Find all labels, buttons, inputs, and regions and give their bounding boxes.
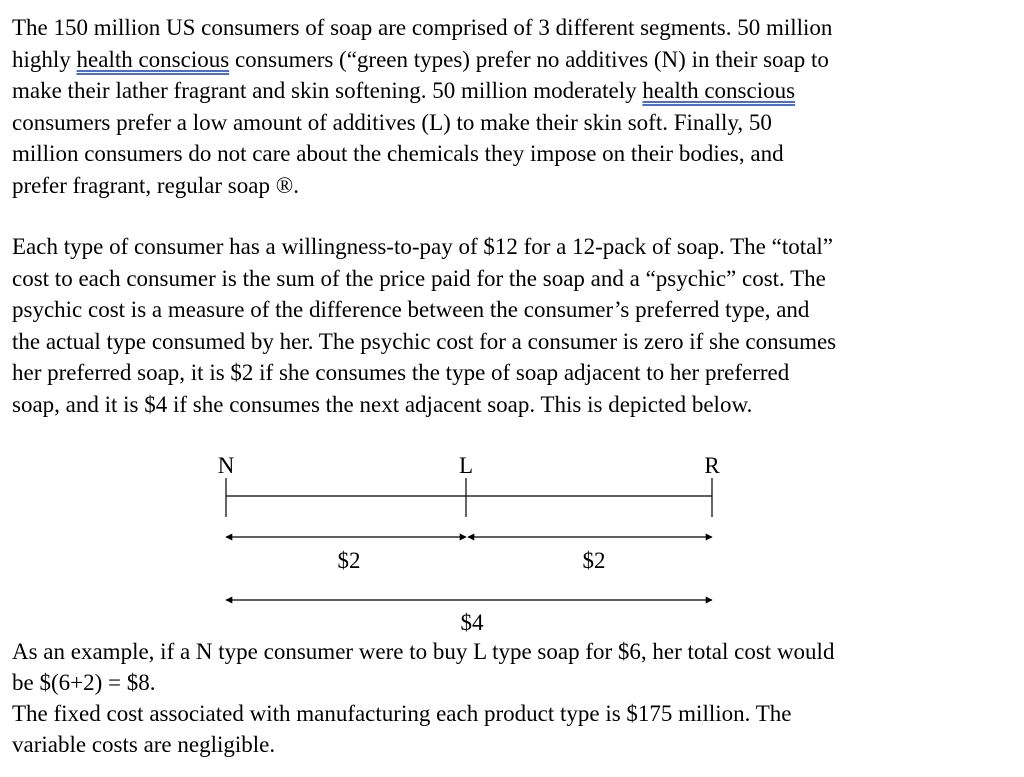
text-line: psychic cost is a measure of the difference between the consumer’s preferred type, and — [12, 297, 810, 322]
text-run: consumers (“green types) prefer no additives (N) in their soap to — [229, 46, 829, 72]
text-line: be $(6+2) = $8. — [12, 670, 156, 695]
label-r: R — [704, 453, 720, 478]
text-line: The fixed cost associated with manufacturing each product type is $175 million. The — [12, 701, 792, 726]
text-line: her preferred soap, it is $2 if she consumes the type of soap adjacent to her preferred — [12, 360, 790, 385]
text-line: The 150 million US consumers of soap are comprised of 3 different segments. 50 million — [12, 15, 833, 40]
text-run: make their lather fragrant and skin softening. 50 million moderately — [12, 78, 643, 103]
cost-n-r-label: $4 — [460, 610, 484, 635]
psychic-cost-paragraph — [12, 231, 1012, 420]
intro-paragraph — [12, 12, 1012, 201]
text-line: soap, and it is $4 if she consumes the next adjacent soap. This is depicted below. — [12, 391, 753, 417]
text-line: variable costs are negligible. — [12, 732, 276, 757]
text-line: As an example, if a N type consumer were to buy L type soap for $6, her total cost would — [12, 639, 835, 664]
text-line — [12, 75, 1012, 107]
text-line: million consumers do not care about the chemicals they impose on their bodies, and — [12, 141, 784, 166]
text-line — [12, 44, 1012, 76]
cost-n-l-label: $2 — [337, 548, 361, 573]
text-line: the actual type consumed by her. The psychic cost for a consumer is zero if she consumes — [12, 328, 837, 354]
psychic-cost-diagram — [0, 440, 1024, 640]
label-l: L — [458, 453, 474, 478]
text-run: highly — [12, 46, 77, 72]
spellcheck-underlined-phrase: health conscious — [76, 46, 230, 72]
spellcheck-underlined-phrase: health conscious — [642, 78, 796, 103]
text-line: Each type of consumer has a willingness-to-pay of $12 for a 12-pack of soap. The “total” — [12, 234, 833, 259]
label-n: N — [217, 453, 235, 478]
text-line: cost to each consumer is the sum of the price paid for the soap and a “psychic” cost. The — [12, 265, 826, 291]
example-paragraph — [12, 636, 1012, 760]
text-line: consumers prefer a low amount of additives (L) to make their skin soft. Finally, 50 — [12, 109, 772, 135]
text-line: prefer fragrant, regular soap ®. — [12, 172, 299, 198]
cost-l-r-label: $2 — [582, 548, 606, 573]
